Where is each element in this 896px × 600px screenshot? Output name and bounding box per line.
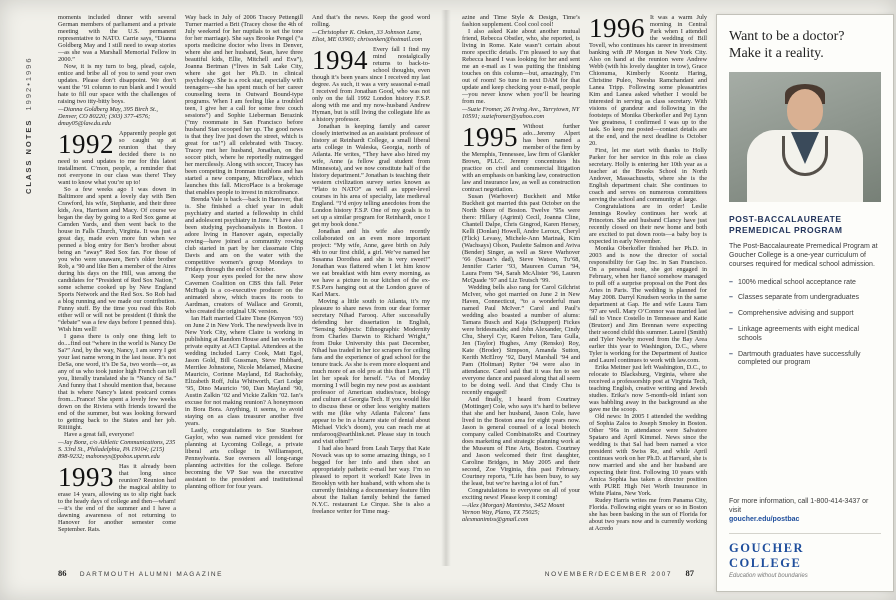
ad-bullet-item: – Dartmouth graduates have successfully completed our program bbox=[729, 351, 881, 369]
note-paragraph: Congratulations to everyone on all of your exciting news! Please keep it coming! bbox=[462, 487, 580, 501]
class-notes-content bbox=[58, 14, 894, 592]
note-paragraph: Way back in July of 2006 Tracey Pettengill Turner married a Brit (Tracey chose the 4th of July weekend for her nuptials to set the tone for her marriage). She says Brooke Pengel (“a sports medicine doctor who lives in Denver, where she and her husband, Sean, have three beautiful kids, Ellie, Mitchell and Eva”), Joanna Bertman (“lives in Salt Lake City, where she got her Ph.D. in clinical psychology. She is a rock star, especially with teenagers—she has spent much of her career counseling teens in Outward Bound-type programs. When I am feeling like a troubled teen, I give her a call for some free couch sessions”) and Sophie Lieberman Berazink (“my roommate in San Francisco before husband Stan scooped her up. The good news is that they live just down the street, which is great for us!”) all celebrated with Tracey. Tracey met her husband, Jonathan, on the soccer pitch, where he reportedly nutmegged her mercilessly. Along with soccer, Tracey has been competing in Ironman triathlons and has started a new company, MicroPlace, which launches this fall. MicroPlace is a brokerage that enables people to invest in microfinance. bbox=[185, 14, 303, 196]
class-secretary-byline: —Suzie Fromer, 26 Irving Ave., Tarrytown, NY 10591; suziefromer@yahoo.com bbox=[462, 106, 580, 120]
note-paragraph: Keep your eyes peeled for the new show Cavemen Coalition on CBS this fall. Peter McHugh is a co-executive producer on the animated show, which traces its roots to Aardman, creators of Wallace and Gromit, who created the original UK version. bbox=[185, 273, 303, 315]
note-paragraph: Have a great fall, everyone! bbox=[64, 431, 135, 438]
ad-bullet-item: – Comprehensive advising and support bbox=[729, 310, 881, 319]
note-paragraph: Apparently people got so caught up at reunion that they decided there is no need to send updates to me for this latest installment. C’mon, people, a reminder that not everyone in our class was there! They want to know what you’re up to! bbox=[58, 130, 176, 186]
class-year-heading: 1993 bbox=[58, 462, 114, 492]
class-secretary-byline: —Dianna Goldberg May, 395 Birch St., Denver, CO 80220; (303) 377-4576; dmay05@law.du.edu bbox=[58, 106, 158, 127]
ad-bullet-item: – Classes separate from undergraduates bbox=[729, 294, 881, 303]
note-paragraph: I had also heard from Leah Tarpy that Kate Novack was up to some amazing things, so I begged for her info and then shot an appropriately pathetic e-mail her way. I’m so pleased to report it worked! Kate lives in Brooklyn with her husband, with whom she is currently finishing a documentary feature film about the Italian family behind the famed N.Y.C. restaurant Le Cirque. She is also a freelance writer for Time mag- bbox=[312, 445, 430, 515]
page-gutter bbox=[439, 10, 453, 566]
issue-date: NOVEMBER/DECEMBER 2007 bbox=[544, 571, 673, 578]
footer-left bbox=[58, 568, 223, 578]
note-paragraph: And that’s the news. Keep the good word rolling. bbox=[312, 14, 430, 28]
notes-column-4 bbox=[462, 14, 580, 558]
ad-bullet-list bbox=[729, 279, 881, 376]
note-paragraph: First, let me start with thanks to Holly Parker for her service in this role as class secretary. Holly is entering her 10th year as a teacher at the Brooks School in North Andover, Massachusetts, where she is the English department chair. She continues to coach and serves on numerous committees serving the school and community at large. bbox=[589, 147, 707, 203]
notes-column-2 bbox=[185, 14, 303, 558]
class-year-heading: 1995 bbox=[462, 122, 518, 152]
note-paragraph: Has it already been that long since reunion? Reunion had the magical ability to erase 14 years, allowing us to slip right back to the heady days of college and then—wham!—it’s the end of the summer and I have a dawning awareness of not returning to Hanover for another semester come September. Rats. bbox=[58, 463, 176, 533]
note-paragraph: moments included dinner with several German members of parliament and a private meeting with the U.S. permanent representative to NATO. Carrie says, “Dianna Goldberg May and I still need to swap stories—as she was a Marshall Memorial Fellow in 2000.” bbox=[58, 14, 176, 63]
ad-contact bbox=[729, 497, 881, 524]
ad-headline-line1: Want to be a doctor? bbox=[729, 29, 845, 44]
goucher-logo bbox=[729, 533, 881, 579]
note-paragraph: Rudey Harris writes me from Panama City, Florida. Following eight years or so in Boston she has been basking in the sun of Florida for about two years now and is currently working at Acredo bbox=[589, 497, 707, 532]
footer-right bbox=[420, 568, 694, 578]
notes-column-1 bbox=[58, 14, 176, 558]
class-secretary-byline: —Christopher K. Onken, 33 Johnson Lane, Eliot, ME 03903; chrisonken@hotmail.com bbox=[312, 29, 423, 43]
class-year-heading: 1992 bbox=[58, 129, 114, 159]
note-paragraph: Without further ado...Jeremy Alpert has been named a member of the firm by the Memphis, Tennessee, law firm of Glankler Brown, PLLC. Jeremy concentrates his practice on civil and commercial litigation with an emphasis on banking law, construction law and insurance law, as well as construction contract negotiation. bbox=[462, 123, 580, 193]
doctor-photo bbox=[729, 72, 881, 202]
notes-column-5 bbox=[589, 14, 707, 558]
right-page-number: 87 bbox=[685, 568, 694, 578]
ad-headline bbox=[729, 29, 881, 62]
doctor-head-shape bbox=[787, 89, 823, 131]
note-paragraph: So a few weeks ago I was down in Baltimore and spent a lovely day with Ben Crawford, his wife, Stephanie, and their three kids, Ava, Harrison and Macy. Of course we began the day by going to a Red Sox game at Camden Yards, and then went back to the house in Falls Church, Virginia. It was just a great day, made even more fun when we penned a blog entry for Ben’s brother about being an “away” Red Sox fan. For those of you who were unaware, Ben’s older brother Rob, a ’90 and like Ben a member of the Aires during his days on the Hill, was among the candidates for “President of Red Sox Nation,” some scheme cooked up by New England Sports Network and the Red Sox. So Rob had a blog running and we made our contribution. Funny stuff. By the time you read this Rob either will or will not be president (I think the “debate” was a few days before I penned this). Wish him well! bbox=[58, 186, 176, 333]
note-paragraph: Brenda Vale is back—back in Hanover, that is. She finished a chief year in adult psychiatry and started a fellowship in child and adolescent psychiatry in June. “I have also been studying psychoanalysis in Boston. I adore living in Hanover again, especially rowing—have joined a community rowing club started in part by her classmate Chip Davis and am on the water with the competitive women’s group Mondays to Fridays through the end of October. bbox=[185, 196, 303, 273]
note-paragraph: Now, it is my turn to beg, plead, cajole, entice and bribe all of you to send your own updates. Please don’t disappoint. We don’t want the ’91 column to run blank and I would hate to fill our space with the challenges of raising two itty-bitty boys. bbox=[58, 63, 176, 105]
spine-section-title: CLASS NOTES bbox=[24, 118, 33, 194]
ad-bullet-item: – 100% medical school acceptance rate bbox=[729, 279, 881, 288]
note-paragraph: Jonathan and his wife also recently collaborated on an even more important project: “My wife, Anne, gave birth on July 4th to our first child, a girl. We’ve named her Susanna Dorothea and she is very sweet!” Jonathan was flattered when I let him know we eat breakfast with him every morning, as we have a picture in our kitchen of the ex-F.S.P.ers hanging out at the London grave of Karl Marx. bbox=[312, 228, 430, 298]
ad-contact-text: For more information, call 1-800-414-3437 or visit bbox=[729, 498, 869, 514]
ad-program-title: POST-BACCALAUREATE PREMEDICAL PROGRAM bbox=[729, 214, 843, 235]
class-year-heading: 1996 bbox=[589, 14, 645, 43]
notes-column-3 bbox=[312, 14, 430, 558]
note-paragraph: Monika Oberkofler finished her Ph.D. in 2003 and is now the director of social responsibility for Gap Inc. in San Francisco. On a personal note, she got engaged in February, when her fiancé somehow managed to pull off a surprise proposal on the Pont des Artes in Paris. The wedding is planned for May 2008. Darryl Knudsen works in the same department at Gap. He and wife Laura Tam ’97 are well. Mary O’Connor was married last fall to Vince Costello in Tennessee and Katie (Brutzer) and Jim Brennan were expecting their second child this summer. Laurel (Smith) and Tyler Newby moved from the Bay Area earlier this year to Washington, D.C., where Tyler is working for the Department of Justice and Laurel continues to work with law.com. bbox=[589, 245, 707, 364]
ad-intro-text: The Post-Baccalaureate Premedical Program at Goucher College is a one-year curriculum of courses required for medical school admission. bbox=[729, 243, 878, 269]
note-paragraph: And finally, I heard from Courtney (Mottinger) Cole, who says it’s hard to believe that she and her husband, Jason Cole, have lived in the Boston area for eight years now. Jason is general counsel of a local biotech company called CombinatoRx and Courtney does marketing and strategic planning work at the Museum of Fine Arts, Boston. Courtney and Jason welcomed their first daughter, Caroline Bridges, in May 2005 and their second, Zoe Virginia, this past February. Courtney reports, “Life has been busy, to say the least, but we’re having a lot of fun.” bbox=[462, 396, 580, 487]
note-paragraph: Moving a little south to Atlanta, it’s my pleasure to share news from our dear former secretary Nihad Farooq. After successfully defending her dissertation in English, “Sensing Subjects: Ethnographic Modernity from Charles Darwin to Richard Wright,” from Duke University this past December, Nihad has traded in her ice scrapers for ceiling fans and the experience of grad school for the tenure track. As she is even more eloquent and much more of an old pro at this than I am, I’ll let her speak for herself. “As of Monday morning I will begin my new post as assistant professor of American studies/race, biology and culture at Georgia Tech. If you would like to discuss these or other less weighty matters with me (like why Atlanta Falcons’ fans appear to be in a bizarre state of denial about Michael Vick’s doom), you can reach me at nmfarooq@earthlink.net. Please stay in touch and visit often!” bbox=[312, 298, 430, 445]
class-year-heading: 1994 bbox=[312, 45, 368, 75]
magazine-title: DARTMOUTH ALUMNI MAGAZINE bbox=[79, 571, 224, 578]
note-paragraph: I guess there is only one thing left to do....find out “where in the world is Nancy De Sa?” And, by the way, Nancy, I am sorry I got your last name wrong in the last issue. It’s not DeSa, one word, it’s De Sa, two words—or, as any of us who took junior high French can tell you, literally translated she is “Nancy of Sa.” And funny that I should mention that, because that is where Nancy’s latest postcard comes from....France! She spent a lovely few weeks down on the Riviera with friends toward the end of the summer, but was looking forward to getting back to the States and her job. Riiiiiight. bbox=[58, 333, 176, 431]
spine-year-range: 1992•1996 bbox=[24, 56, 33, 111]
note-paragraph: Jonathan is keeping family and career closely intertwined as an assistant professor of history at Reinhardt College, a small liberal arts college in Waleska, Georgia, north of Atlanta. He writes, “They have also hired my wife, Anne (a fellow grad student from Minnesota), and we now constitute half of the history department.” Jonathan is teaching their western civilization survey series known as “Plato to NATO” as well as upper-level courses in his area of specialty, late medieval England. “I’d enjoy telling anecdotes from the London history F.S.P. One of my goals is to set up a similar program for Reinhardt, once I get my book done.” bbox=[312, 123, 430, 228]
note-paragraph: Wedding bells also rang for Carol Gilchrist McIver, who got married on June 2 in New Haven, Connecticut, “to a wonderful man named Paul McIver.” Carol and Paul’s wedding also boasted a number of alums: Tamara Busch and Kaja (Schuppert) Fickes were bridesmaids; and John Alexander, Cindy Chu, Sheryl Cyr, Karen Felton, Tara Gulla, Jen (Taylor) Hughes, Amy (Rensko) Roy, Kate (Broder) Simpson, Amanda Sutton, Kerith McElroy ’92, Daryl Marshall ’94 and Pam (Holtman) Rytter ’94 were also in attendance. Carol said that it was fun to see everyone dance and passed along that all seem to be doing well. And that Cindy Chu is recently engaged! bbox=[462, 284, 580, 396]
note-paragraph: Erika Meitner just left Washington, D.C., to relocate to Blacksburg, Virginia, where she received a professorship post at Virginia Tech, teaching English, creative writing and Jewish studies. Erika’s now 5-month-old infant son was babbling away in the background as she gave me the scoop. bbox=[589, 364, 707, 413]
goucher-logo-text: GOUCHER COLLEGE bbox=[729, 541, 805, 570]
left-page-number: 86 bbox=[58, 568, 67, 578]
note-paragraph: It was a warm July morning in Central Park when I attended the wedding of Bill Tovell, who continues his career in investment banking with JP Morgan in New York City. Also on hand at the reunion were Andrew Webb (with his lovely daughter in tow), Grace Chionuma, Kimberly Koontz Haring, Christine Puleo, Neesha Ramchandani and Lanea Tripp. Following some pleasantries Kim and Lanea asked whether I would be interested in serving as class secretary. With visions of grandeur and following in the footsteps of Monika Oberkofler and Pej Lynn Yee greatness, I confirmed I was up to the task. So keep me posted—contact details are at the end, and the next deadline is October 20. bbox=[589, 14, 707, 147]
note-paragraph: Susan (Warhover) Buckheit and Mike Buckheit got married this past October on the North Shore of Boston. Twelve ’95s were there: Hillary (Agrimi) Cecil, Joanna Cline, Chantell Dalpe, Chris Gingrod, Karen Hersey, Kelli (Donlan) Howell, Andre Leroux, Cheryl (Flick) Levasy, Michele-Ann Marinak, Kim (Wachsays) Olson, Paulette Salmon and Aviva (Bender) Singer, as well as Steve Warhover ’66 (Susan’s dad), Steve Watson, Tu’68, Jennifer Carter ’93, Maureen Curran ’94, Laura Frem ’94, Sarah McAlister ’96, Lauren McQuade ’97 and Liz Teutsch ’99. bbox=[462, 193, 580, 284]
ad-headline-line2: Make it a reality. bbox=[729, 45, 824, 61]
section-spine-label bbox=[24, 10, 33, 200]
goucher-tagline: Education without boundaries bbox=[729, 573, 808, 579]
goucher-college-ad bbox=[716, 14, 894, 592]
ad-bullet-item: – Linkage agreements with eight medical schools bbox=[729, 326, 881, 344]
class-secretary-byline: —Jay Bonz, c/o Athletic Communications, 235 S. 33rd St., Philadelphia, PA 19104; (215) 898-9232; mahoneys@pobox.upenn.edu bbox=[58, 439, 176, 460]
note-paragraph: Old news: In 2005 I attended the wedding of Sophia Zalos to Joseph Smoley in Boston. Other ’96s in attendance were Salvatore Spataro and April Kimmel. News since the wedding is that Sal had been named a vice president with Swiss Re, and while April continues work on her Ph.D. at Harvard, she is now married and she and her husband are expecting their first. Following 10 years with Amica Sophia has taken a director position with PURE High Net Worth Insurance in White Plains, New York. bbox=[589, 413, 707, 497]
note-paragraph: Ian Haft married Claire Tisne (Kenyon ’93) on June 2 in New York. The newlyweds live in New York City, where Claire is working in publishing at Random House and Ian works in private equity at ACI Capital. Attendees at the wedding included Larry Cook, Matt Egol, Jason Gold, Bill Gussman, Steve Hubbard, Merrilee Johnstone, Nicole Melamed, Maxine Mauricio, Corinne Mayland, Ed Rachofsky, Elizabeth Roff, Julia Whitworth, Cari Lodge ’95, Dino Mauricio ’90, Dan Mayland ’90, Austin Zalkin ’02 and Vickie Zalkin ’02. Ian’s excuse for not making reunion? A honeymoon in Bora Bora. Anything, it seems, to avoid staying on as class treasurer another five years. bbox=[185, 315, 303, 427]
note-paragraph: Lastly, congratulations to Sue Stuebner Gaylor, who was named vice president for planning at Lycoming College, a private liberal arts college in Williamsport, Pennsylvania. Sue oversees all long-range planning activities for the college. Before becoming the VP Sue was the executive assistant to the president and institutional planning officer for four years. bbox=[185, 427, 303, 490]
note-paragraph: azine and Time Style & Design, Time’s fashion supplement. Cool cool cool! bbox=[462, 14, 580, 28]
class-secretary-byline: —Alex (Morgan) Manimiss, 3452 Mount Vernon Way, Plano, TX 75025; alexmanimiss@gmail.com bbox=[462, 502, 565, 523]
note-paragraph: Congratulations are in order! Leslie Jennings Rowley continues her work at Princeton. She and husband Clancy have just recently closed on their new home and both are excited to put down roots—a baby boy is expected in early November. bbox=[589, 203, 707, 245]
note-paragraph: Every fall I find my mind nostalgically returns to back-to-school thoughts, even though it’s been years since I received my last degree. As such, it was a very seasonal e-mail I received from Jonathan Good, who was not only on the fall 1992 London history F.S.P. along with me and my now-husband Andrew Hyman, but is still living the collegiate life as a history professor. bbox=[312, 46, 430, 123]
ad-website-link: goucher.edu/postbac bbox=[729, 516, 800, 523]
note-paragraph: I also asked Kate about another mutual friend, Rebecca Obstler, who, she reported, is living in Rome. Kate wasn’t certain about more specific details. I’m pleased to say that Rebecca heard I was looking for her and sent me an e-mail as I was putting the finishing touches on this column—but, amazingly, I’m out of room! So tune in next DAM for that update and keep checking your e-mail, people—you never know when you’ll be hearing from me. bbox=[462, 28, 580, 105]
